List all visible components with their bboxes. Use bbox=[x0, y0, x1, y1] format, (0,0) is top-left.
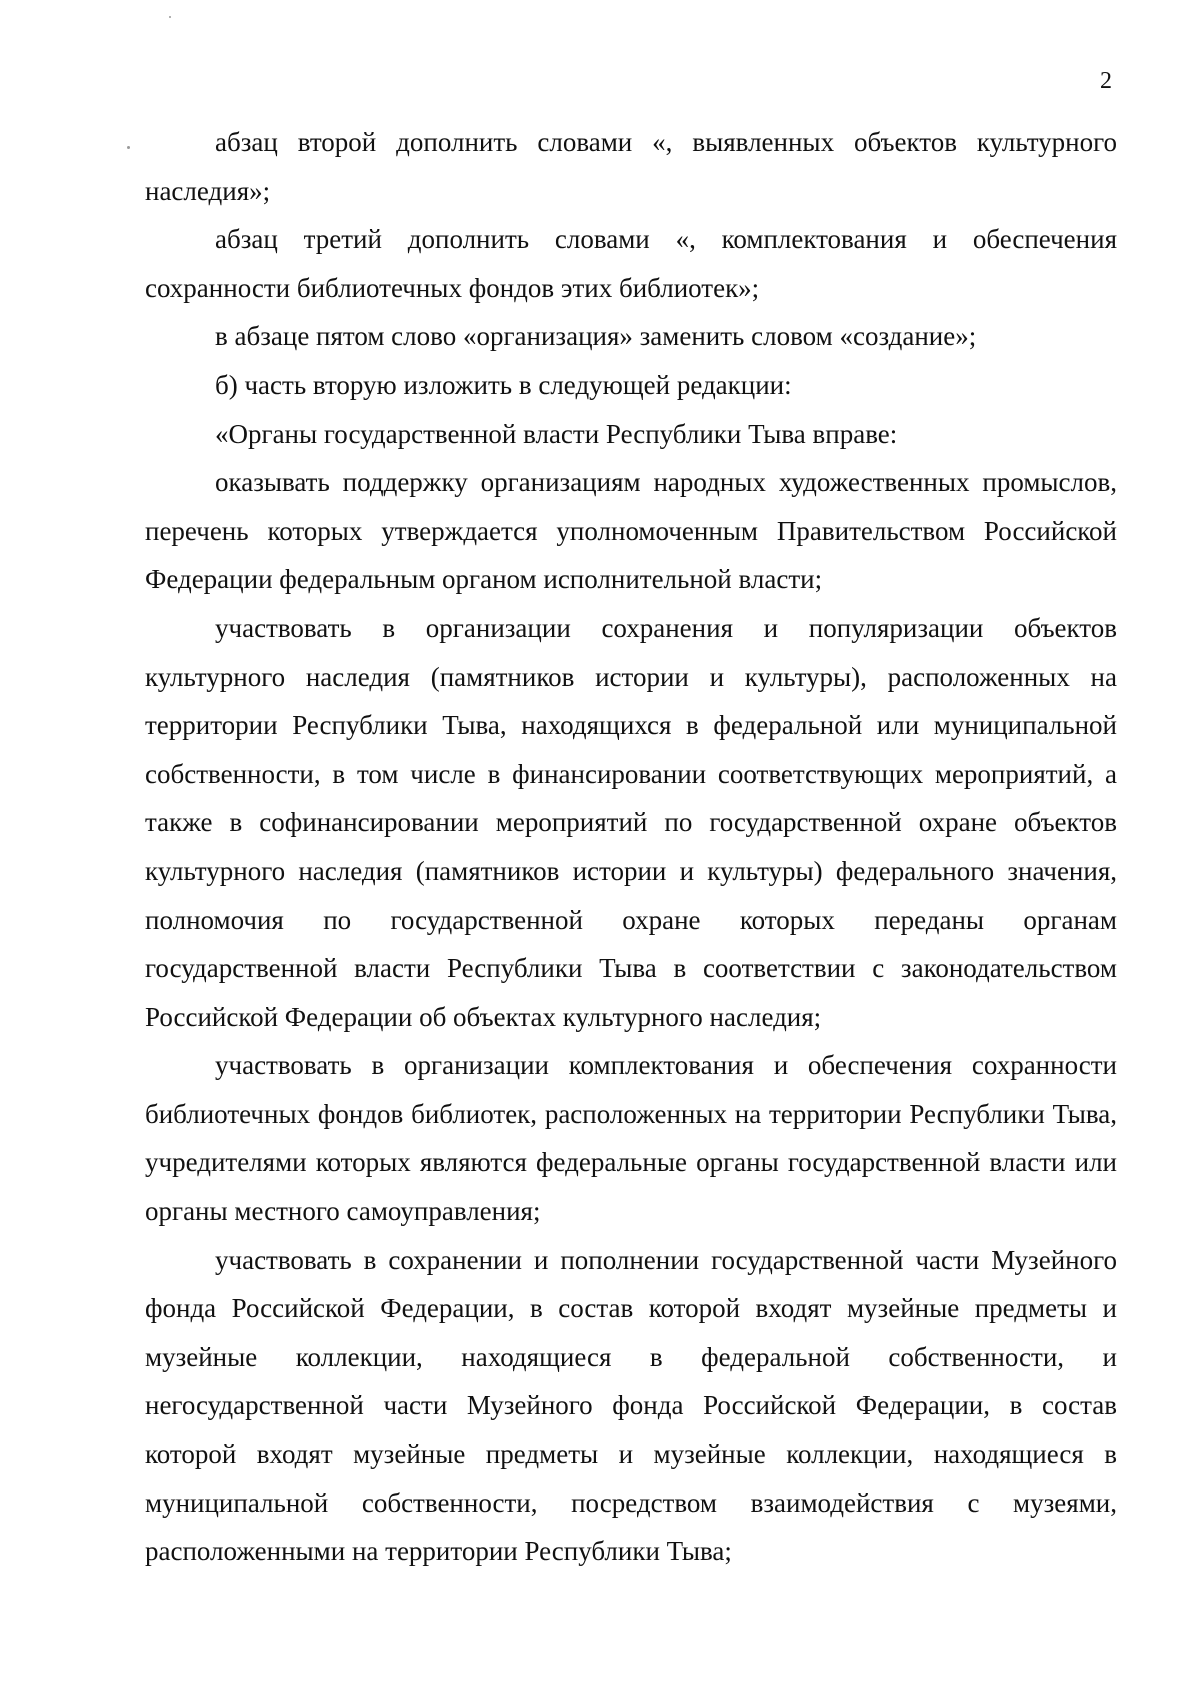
paragraph-5: «Органы государственной власти Республики Тыва вправе: bbox=[215, 418, 898, 449]
paragraph-6: оказывать поддержку организациям народных художественных промыслов, перечень которых утверждается уполномоченным Правительством Российской Федерации федеральным органом исполнительной власти; bbox=[145, 467, 1117, 595]
paragraph-9: участвовать в сохранении и пополнении государственной части Музейного фонда Российской Федерации, в состав которой входят музейные предметы и музейные коллекции, находящиеся в федеральной собственности, и негосударственной части Музейного фонда Российской Федерации, в состав которой входят музейные предметы и музейные коллекции, находящиеся в муниципальной собственности, посредством взаимодействия с музеями, расположенными на территории Республики Тыва; bbox=[145, 1244, 1117, 1567]
paragraph-1: абзац второй дополнить словами «, выявленных объектов культурного наследия»; bbox=[145, 127, 1117, 206]
paragraph-3: в абзаце пятом слово «организация» заменить словом «создание»; bbox=[215, 321, 977, 352]
paragraph-2: абзац третий дополнить словами «, комплектования и обеспечения сохранности библиотечных фондов этих библиотек»; bbox=[145, 224, 1117, 303]
paragraph-4: б) часть вторую изложить в следующей редакции: bbox=[215, 369, 792, 400]
document-body bbox=[145, 118, 1117, 1576]
paragraph-8: участвовать в организации комплектования и обеспечения сохранности библиотечных фондов библиотек, расположенных на территории Республики Тыва, учредителями которых являются федеральные органы государственной власти или органы местного самоуправления; bbox=[145, 1050, 1117, 1227]
scan-speck bbox=[127, 146, 130, 149]
scan-speck bbox=[169, 16, 171, 18]
page-number: 2 bbox=[1100, 68, 1112, 94]
paragraph-7: участвовать в организации сохранения и популяризации объектов культурного наследия (памятников истории и культуры), расположенных на территории Республики Тыва, находящихся в федеральной или муниципальной собственности, в том числе в финансировании соответствующих мероприятий, а также в софинансировании мероприятий по государственной охране объектов культурного наследия (памятников истории и культуры) федерального значения, полномочия по государственной охране которых переданы органам государственной власти Республики Тыва в соответствии с законодательством Российской Федерации об объектах культурного наследия; bbox=[145, 612, 1117, 1032]
